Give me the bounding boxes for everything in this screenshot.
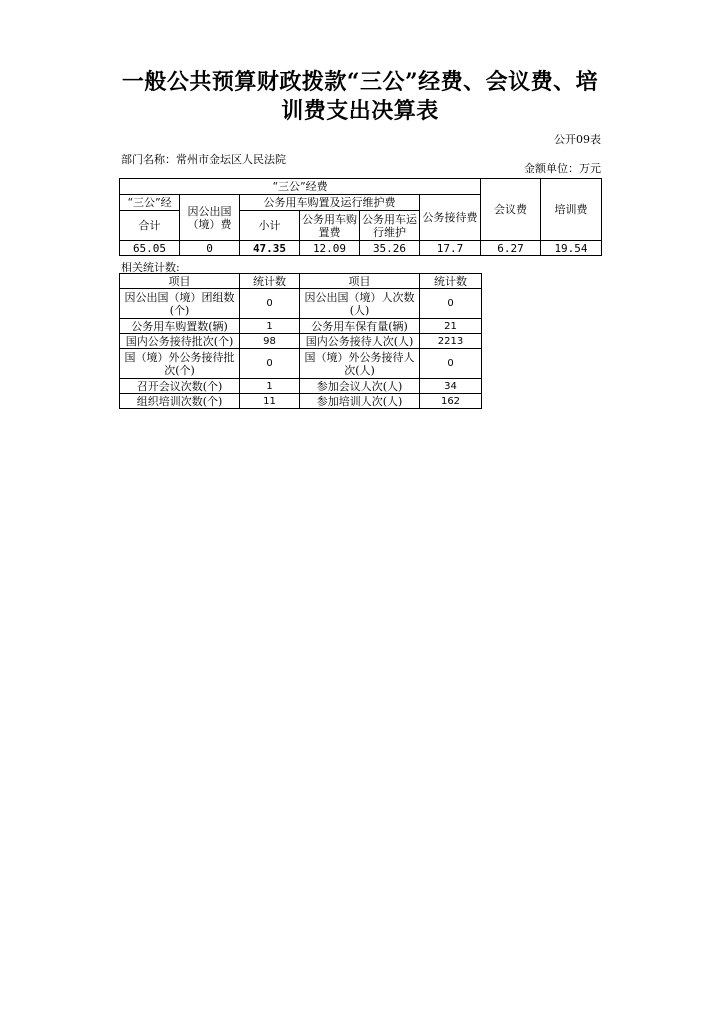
table-row [120,349,482,379]
stats-value: 0 [240,349,300,379]
stats-header-count: 统计数 [420,274,482,289]
stats-item: 国内公务接待人次(人) [300,334,420,349]
header-vehicle: 公务用车购置及运行维护费 [240,195,420,211]
stats-item: 国内公务接待批次(个) [120,334,240,349]
stats-header-count: 统计数 [240,274,300,289]
value-vehicle-subtotal: 47.35 [240,241,300,256]
header-vehicle-purchase: 公务用车购置费 [300,211,360,241]
stats-header-item: 项目 [120,274,240,289]
header-training: 培训费 [541,179,602,241]
page-title: 一般公共预算财政拨款“三公”经费、会议费、培训费支出决算表 [121,69,599,124]
stats-value: 0 [240,289,300,319]
department-label: 部门名称：常州市金坛区人民法院 [121,153,286,166]
stats-value: 11 [240,394,300,409]
header-meeting: 会议费 [481,179,541,241]
table-row [120,319,482,334]
value-total: 65.05 [120,241,180,256]
value-vehicle-purchase: 12.09 [300,241,360,256]
related-stats-label: 相关统计数: [121,261,180,274]
header-total: 合计 [120,211,180,241]
stats-item: 召开会议次数(个) [120,379,240,394]
stats-item: 参加培训人次(人) [300,394,420,409]
stats-item: 国（境）外公务接待人次(人) [300,349,420,379]
stats-value: 0 [420,349,482,379]
expense-table [119,178,602,256]
value-reception: 17.7 [420,241,481,256]
form-code: 公开09表 [554,133,601,146]
header-vehicle-subtotal: 小计 [240,211,300,241]
stats-item: 公务用车购置数(辆) [120,319,240,334]
value-vehicle-operation: 35.26 [360,241,420,256]
value-abroad: 0 [180,241,240,256]
header-sangong: “三公”经费 [120,179,481,195]
table-row [120,394,482,409]
stats-value: 1 [240,319,300,334]
stats-item: 组织培训次数(个) [120,394,240,409]
stats-value: 0 [420,289,482,319]
table-row [120,334,482,349]
table-row [120,379,482,394]
stats-value: 34 [420,379,482,394]
header-vehicle-operation: 公务用车运行维护 [360,211,420,241]
stats-item: 因公出国（境）人次数(人) [300,289,420,319]
value-meeting: 6.27 [481,241,541,256]
stats-value: 98 [240,334,300,349]
header-abroad: 因公出国（境）费 [180,195,240,241]
table-row [120,289,482,319]
stats-item: 公务用车保有量(辆) [300,319,420,334]
unit-label: 金额单位：万元 [524,162,601,175]
stats-item: 国（境）外公务接待批次(个) [120,349,240,379]
stats-value: 21 [420,319,482,334]
stats-value: 1 [240,379,300,394]
stats-item: 因公出国（境）团组数(个) [120,289,240,319]
header-reception: 公务接待费 [420,195,481,241]
stats-value: 162 [420,394,482,409]
header-sangong-total: “三公”经 [120,195,180,211]
value-training: 19.54 [541,241,602,256]
stats-header-item: 项目 [300,274,420,289]
stats-table [119,273,482,409]
stats-value: 2213 [420,334,482,349]
stats-item: 参加会议人次(人) [300,379,420,394]
